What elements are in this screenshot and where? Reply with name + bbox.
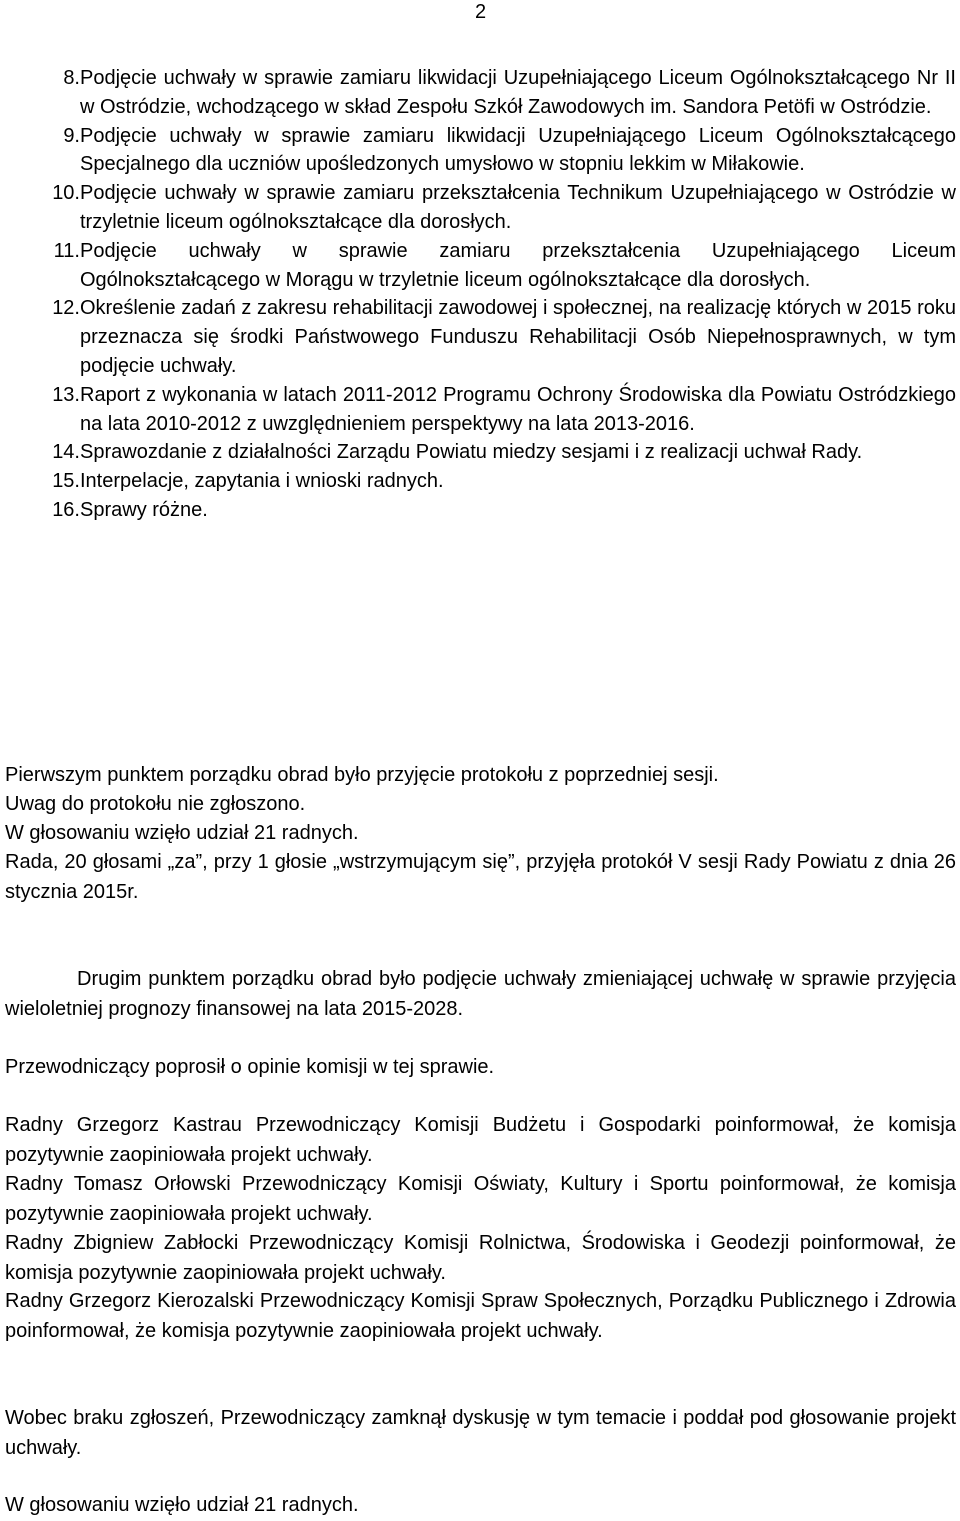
agenda-item-number: 12. bbox=[52, 297, 80, 320]
agenda-item-text: Sprawy różne. bbox=[80, 498, 208, 521]
discussion-closing: Wobec braku zgłoszeń, Przewodniczący zamknął dyskusję w tym temacie i poddał pod głosowanie projekt uchwały. bbox=[5, 1407, 956, 1459]
agenda-item bbox=[38, 496, 956, 525]
agenda-item bbox=[38, 64, 956, 122]
protocol-vote-count: W głosowaniu wzięło udział 21 radnych. bbox=[5, 822, 359, 844]
agenda-item bbox=[38, 237, 956, 295]
agenda-item-text: Podjęcie uchwały w sprawie zamiaru likwidacji Uzupełniającego Liceum Ogólnokształcącego Specjalnego dla uczniów upośledzonych umysłowo w stopniu lekkim w Miłakowie. bbox=[80, 124, 956, 176]
protocol-remarks: Uwag do protokołu nie zgłoszono. bbox=[5, 793, 306, 815]
agenda-item-number: 16. bbox=[52, 498, 80, 521]
wpf-vote-count: W głosowaniu wzięło udział 21 radnych. bbox=[5, 1494, 359, 1516]
agenda-item-number: 10. bbox=[52, 182, 80, 205]
agenda-item-text: Sprawozdanie z działalności Zarządu Powiatu miedzy sesjami i z realizacji uchwał Rady. bbox=[80, 441, 863, 464]
agenda-item bbox=[38, 179, 956, 237]
agenda-item-text: Raport z wykonania w latach 2011-2012 Programu Ochrony Środowiska dla Powiatu Ostródzkiego na lata 2010-2012 z uwzględnieniem perspektywy na lata 2013-2016. bbox=[80, 383, 956, 435]
agenda-item-text: Określenie zadań z zakresu rehabilitacji zawodowej i społecznej, na realizację których w 2015 roku przeznacza się środki Państwowego Funduszu Rehabilitacji Osób Niepełnosprawnych, w tym podjęcie uchwały. bbox=[80, 297, 956, 377]
committee-opinion-education: Radny Tomasz Orłowski Przewodniczący Komisji Oświaty, Kultury i Sportu poinformował, że komisja pozytywnie zaopiniowała projekt uchwały. bbox=[5, 1173, 956, 1225]
agenda-item bbox=[38, 122, 956, 180]
wpf-intro: Drugim punktem porządku obrad było podjęcie uchwały zmieniającej uchwałę w sprawie przyjęcia wieloletniej prognozy finansowej na lata 2015-2028. bbox=[5, 968, 956, 1020]
agenda-item-text: Podjęcie uchwały w sprawie zamiaru przekształcenia Technikum Uzupełniającego w Ostródzie w trzyletnie liceum ogólnokształcące dla dorosłych. bbox=[80, 182, 956, 233]
protocol-paragraph: Pierwszym punktem porządku obrad było przyjęcie protokołu z poprzedniej sesji. bbox=[5, 764, 719, 786]
protocol-vote-result: Rada, 20 głosami „za”, przy 1 głosie „wstrzymującym się”, przyjęła protokół V sesji Rady Powiatu z dnia 26 stycznia 2015r. bbox=[5, 851, 956, 903]
agenda-item bbox=[38, 381, 956, 439]
agenda-item-number: 13. bbox=[52, 383, 80, 406]
agenda-item-text: Interpelacje, zapytania i wnioski radnych. bbox=[80, 470, 444, 493]
agenda-item-number: 8. bbox=[63, 67, 80, 89]
agenda-list bbox=[38, 64, 956, 525]
agenda-item bbox=[38, 294, 956, 380]
committee-opinion-social: Radny Grzegorz Kierozalski Przewodniczący Komisji Spraw Społecznych, Porządku Publicznego i Zdrowia poinformował, że komisja pozytywnie zaopiniowała projekt uchwały. bbox=[5, 1290, 956, 1342]
agenda-item-text: Podjęcie uchwały w sprawie zamiaru przekształcenia Uzupełniającego Liceum Ogólnokształcącego w Morągu w trzyletnie liceum ogólnokształcące dla dorosłych. bbox=[80, 239, 956, 291]
agenda-item bbox=[38, 438, 956, 467]
agenda-item-number: 14. bbox=[52, 441, 80, 464]
agenda-item-number: 15. bbox=[52, 470, 80, 493]
committee-opinion-budget: Radny Grzegorz Kastrau Przewodniczący Komisji Budżetu i Gospodarki poinformował, że komisja pozytywnie zaopiniowała projekt uchwały. bbox=[5, 1114, 956, 1166]
chair-request: Przewodniczący poprosił o opinie komisji w tej sprawie. bbox=[5, 1056, 495, 1078]
agenda-item-number: 11. bbox=[53, 239, 80, 262]
agenda-item-text: Podjęcie uchwały w sprawie zamiaru likwidacji Uzupełniającego Liceum Ogólnokształcącego Nr II w Ostródzie, wchodzącego w skład Zespołu Szkół Zawodowych im. Sandora Petöfi w Ostródzie. bbox=[80, 67, 956, 118]
agenda-item-number: 9. bbox=[63, 124, 80, 147]
committee-opinion-agriculture: Radny Zbigniew Zabłocki Przewodniczący Komisji Rolnictwa, Środowiska i Geodezji poinformował, że komisja pozytywnie zaopiniowała projekt uchwały. bbox=[5, 1232, 956, 1284]
page-number: 2 bbox=[475, 1, 487, 23]
agenda-item bbox=[38, 467, 956, 496]
